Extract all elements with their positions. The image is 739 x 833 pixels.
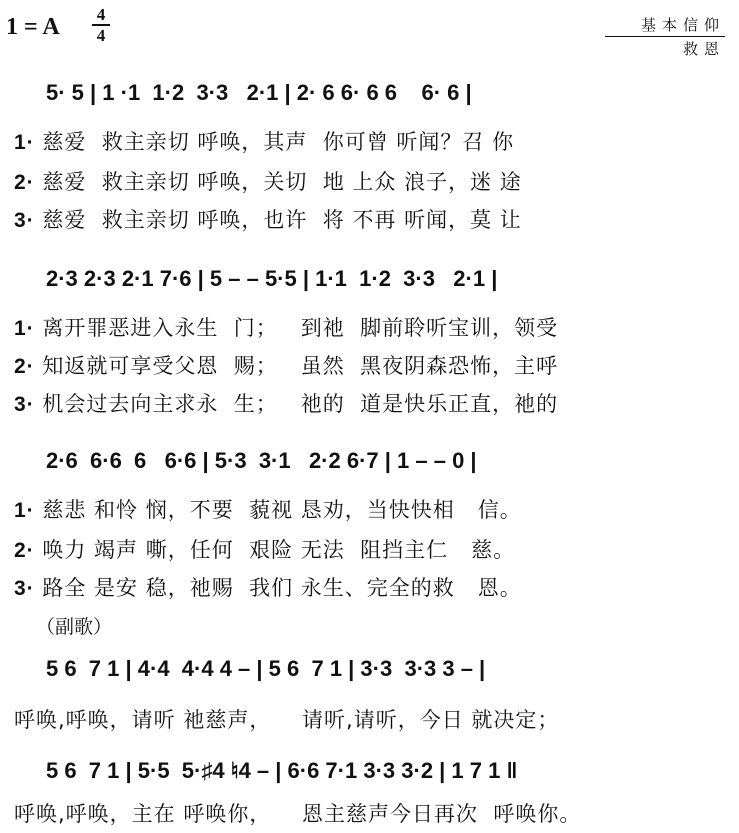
notation-row-5 xyxy=(46,752,716,790)
notation-row-4 xyxy=(46,650,716,688)
notation-row-1 xyxy=(46,74,716,112)
lyric-line xyxy=(14,350,558,380)
lyric-text: 唤力 竭声 嘶，任何 艰险 无法 阻挡主仁 慈。 xyxy=(42,538,516,562)
lyric-line xyxy=(14,204,522,234)
lyric-text: 慈爱 救主亲切 呼唤，关切 地 上众 浪子，迷 途 xyxy=(42,170,522,194)
time-signature-bottom: 4 xyxy=(96,26,106,45)
lyric-line xyxy=(14,312,558,342)
verse-number: 3· xyxy=(14,577,35,600)
verse-number: 2· xyxy=(14,539,35,562)
lyric-line xyxy=(14,704,559,734)
lyric-text: 机会过去向主求永 生； 祂的 道是快乐正直，祂的 xyxy=(42,392,559,416)
topic-label: 救恩 xyxy=(682,40,725,58)
lyric-line xyxy=(14,572,522,602)
lyric-text: 呼唤,呼唤，请听 祂慈声， 请听,请听，今日 就决定； xyxy=(14,708,560,732)
notation-text: 5 6 7 1 | 5·5 5·♯4 ♮4 – | 6·6 7·1 3·3 3·2 | 1 7 1 ‖ xyxy=(46,758,518,783)
chorus-label: （副歌） xyxy=(36,616,113,638)
notation-text: 5· 5 | 1 ·1 1·2 3·3 2·1 | 2· 6 6· 6 6 6· 6 | xyxy=(46,80,472,105)
notation-text: 5 6 7 1 | 4·4 4·4 4 – | 5 6 7 1 | 3·3 3·3 3 – | xyxy=(46,656,486,681)
lyric-line xyxy=(14,798,581,828)
time-signature xyxy=(92,6,110,44)
lyric-line xyxy=(14,126,514,156)
verse-number: 1· xyxy=(14,131,35,154)
verse-number: 1· xyxy=(14,499,35,522)
verse-number: 2· xyxy=(14,171,35,194)
lyric-text: 慈爱 救主亲切 呼唤，也许 将 不再 听闻，莫 让 xyxy=(42,208,522,232)
lyric-line xyxy=(14,534,515,564)
verse-number: 2· xyxy=(14,355,35,378)
lyric-text: 慈爱 救主亲切 呼唤，其声 你可曾 听闻？召 你 xyxy=(42,130,515,154)
notation-row-2 xyxy=(46,260,716,298)
lyric-text: 呼唤,呼唤，主在 呼唤你， 恩主慈声今日再次 呼唤你。 xyxy=(14,802,582,826)
verse-number: 3· xyxy=(14,209,35,232)
notation-text: 2·6 6·6 6 6·6 | 5·3 3·1 2·2 6·7 | 1 – – 0 | xyxy=(46,448,477,473)
lyric-text: 知返就可享受父恩 赐； 虽然 黑夜阴森恐怖，主呼 xyxy=(42,354,559,378)
lyric-line xyxy=(14,388,558,418)
lyric-text: 路全 是安 稳，祂赐 我们 永生、完全的救 恩。 xyxy=(42,576,522,600)
category-label: 基本信仰 xyxy=(605,14,725,37)
notation-text: 2·3 2·3 2·1 7·6 | 5 – – 5·5 | 1·1 1·2 3·3 2·1 | xyxy=(46,266,498,291)
lyric-text: 慈悲 和怜 悯，不要 藐视 恳劝，当快快相 信。 xyxy=(42,498,522,522)
key-signature: 1 = A xyxy=(6,14,60,40)
lyric-line xyxy=(14,166,522,196)
lyric-text: 离开罪恶进入永生 门； 到祂 脚前聆听宝训，领受 xyxy=(42,316,559,340)
verse-number: 3· xyxy=(14,393,35,416)
notation-row-3 xyxy=(46,442,716,480)
time-signature-top: 4 xyxy=(96,5,106,24)
verse-number: 1· xyxy=(14,317,35,340)
lyric-line xyxy=(14,494,522,524)
